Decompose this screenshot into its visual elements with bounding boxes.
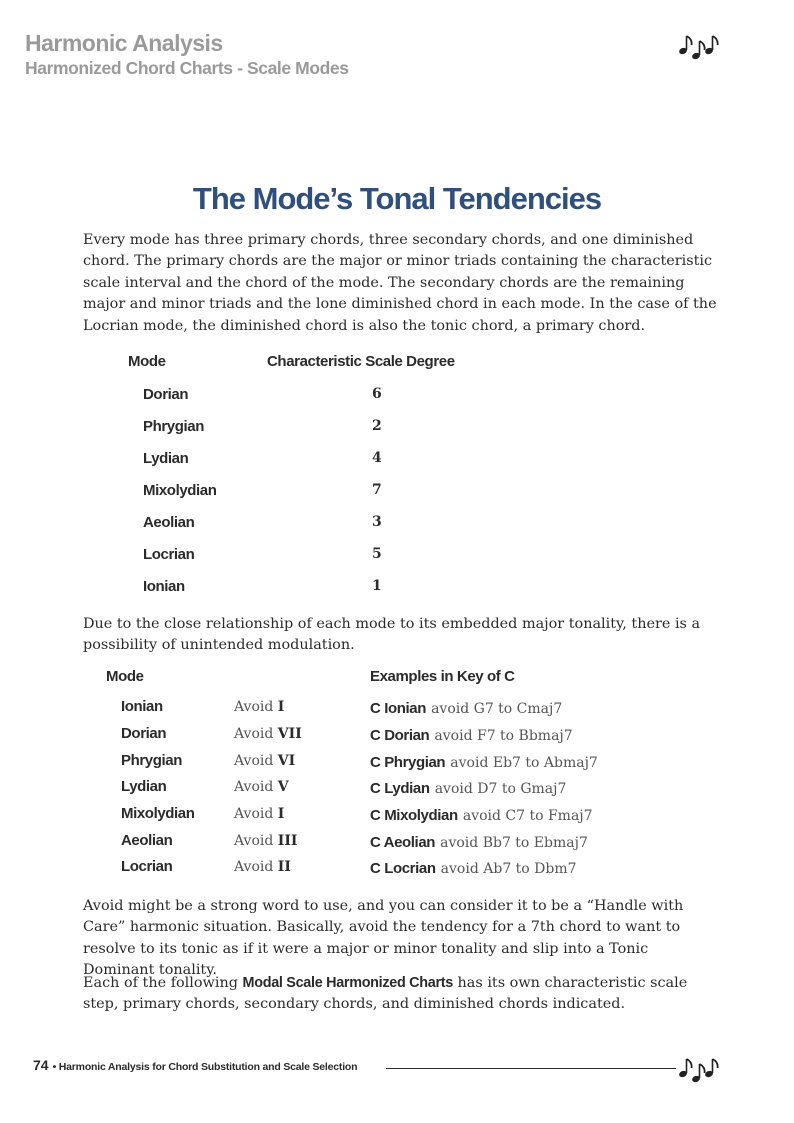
music-notes-icon xyxy=(677,1054,719,1084)
avoid-chord xyxy=(234,726,302,742)
avoid-chord xyxy=(234,753,295,769)
example xyxy=(370,752,598,771)
example-text: avoid Ab7 to Dbm7 xyxy=(440,861,577,877)
mode-name: Lydian xyxy=(143,450,189,467)
avoid-table-row xyxy=(121,858,721,880)
scale-degree: 7 xyxy=(372,482,382,498)
example-text: avoid D7 to Gmaj7 xyxy=(434,781,567,797)
mode-name: Phrygian xyxy=(121,752,182,769)
page-heading: The Mode’s Tonal Tendencies xyxy=(192,181,602,216)
example-key: C Lydian xyxy=(370,780,430,797)
avoid-word: Avoid xyxy=(234,859,274,875)
scale-degree: 5 xyxy=(372,546,382,562)
mode-name: Mixolydian xyxy=(121,805,195,822)
mode-name: Ionian xyxy=(121,698,163,715)
scale-degree: 6 xyxy=(372,386,382,402)
avoid-table-row xyxy=(121,698,721,720)
modulation-paragraph: Due to the close relationship of each mode to its embedded major tonality, there is a possibility of unintended modulation. xyxy=(83,616,701,654)
example-key: C Dorian xyxy=(370,727,430,744)
mode-name: Phrygian xyxy=(143,418,204,435)
mode-name: Mixolydian xyxy=(143,482,217,499)
mode-name: Ionian xyxy=(143,578,185,595)
roman-numeral: III xyxy=(277,833,298,849)
roman-numeral: II xyxy=(277,859,291,875)
charts-paragraph-bold: Modal Scale Harmonized Charts xyxy=(242,975,453,991)
roman-numeral: VII xyxy=(277,726,302,742)
music-notes-icon xyxy=(677,31,719,61)
avoid-table-row xyxy=(121,778,721,800)
example-text: avoid F7 to Bbmaj7 xyxy=(434,728,573,744)
mode-name: Aeolian xyxy=(143,514,195,531)
roman-numeral: VI xyxy=(277,753,296,769)
mode-name: Lydian xyxy=(121,778,167,795)
example-text: avoid Bb7 to Ebmaj7 xyxy=(440,835,588,851)
example-text: avoid G7 to Cmaj7 xyxy=(431,701,563,717)
example xyxy=(370,805,593,824)
charts-paragraph-after: has its own characteristic scale step, primary chords, secondary chords, and diminished chords indicated. xyxy=(83,975,688,1013)
roman-numeral: I xyxy=(277,699,285,715)
mode-name: Dorian xyxy=(143,386,189,403)
avoid-word: Avoid xyxy=(234,726,274,742)
avoid-chord xyxy=(234,779,289,795)
avoid-word: Avoid xyxy=(234,779,274,795)
intro-paragraph: Every mode has three primary chords, three secondary chords, and one diminished chord. The primary chords are the major or minor triads containing the characteristic scale interval and the chord of the mode. The secondary chords are the remaining major and minor triads and the lone diminished chord in each mode. In the case of the Locrian mode, the diminished chord is also the tonic chord, a primary chord. xyxy=(83,232,717,334)
example-key: C Mixolydian xyxy=(370,807,458,824)
avoid-word: Avoid xyxy=(234,833,274,849)
example-text: avoid Eb7 to Abmaj7 xyxy=(450,755,598,771)
degree-table-header-degree: Characteristic Scale Degree xyxy=(267,353,455,370)
example xyxy=(370,858,577,877)
example xyxy=(370,698,562,717)
avoid-word: Avoid xyxy=(234,753,274,769)
scale-degree: 2 xyxy=(372,418,382,434)
avoid-table-row xyxy=(121,725,721,747)
avoid-chord xyxy=(234,859,291,875)
page-number: 74 xyxy=(33,1057,49,1073)
roman-numeral: V xyxy=(277,779,289,795)
header-title: Harmonic Analysis xyxy=(25,30,223,56)
example-key: C Aeolian xyxy=(370,834,436,851)
avoid-word: Avoid xyxy=(234,699,274,715)
roman-numeral: I xyxy=(277,806,285,822)
avoid-table-row xyxy=(121,832,721,854)
footer xyxy=(33,1057,357,1073)
degree-table-header-mode: Mode xyxy=(128,353,166,370)
mode-name: Dorian xyxy=(121,725,167,742)
avoid-chord xyxy=(234,806,284,822)
mode-name: Locrian xyxy=(143,546,195,563)
scale-degree: 4 xyxy=(372,450,382,466)
avoid-paragraph: Avoid might be a strong word to use, and you can consider it to be a “Handle with Care” harmonic situation. Basically, avoid the tendency for a 7th chord to want to resolve to its tonic as if it were a major or minor tonality and slip into a Tonic Dominant tonality. xyxy=(83,898,684,979)
scale-degree: 1 xyxy=(372,578,382,594)
header-subtitle: Harmonized Chord Charts - Scale Modes xyxy=(25,58,349,78)
charts-paragraph-before: Each of the following xyxy=(83,975,243,991)
footer-text: • Harmonic Analysis for Chord Substitution and Scale Selection xyxy=(52,1061,358,1073)
example-key: C Ionian xyxy=(370,700,426,717)
example xyxy=(370,832,588,851)
mode-name: Aeolian xyxy=(121,832,173,849)
footer-rule xyxy=(386,1068,676,1069)
example-key: C Phrygian xyxy=(370,754,446,771)
scale-degree: 3 xyxy=(372,514,382,530)
charts-paragraph xyxy=(83,973,723,1016)
avoid-table-header-examples: Examples in Key of C xyxy=(370,668,515,685)
avoid-table-row xyxy=(121,752,721,774)
avoid-chord xyxy=(234,699,284,715)
avoid-word: Avoid xyxy=(234,806,274,822)
avoid-table-row xyxy=(121,805,721,827)
example-key: C Locrian xyxy=(370,860,436,877)
example xyxy=(370,725,573,744)
avoid-table-header-mode: Mode xyxy=(106,668,144,685)
mode-name: Locrian xyxy=(121,858,173,875)
example-text: avoid C7 to Fmaj7 xyxy=(462,808,593,824)
example xyxy=(370,778,566,797)
avoid-chord xyxy=(234,833,297,849)
